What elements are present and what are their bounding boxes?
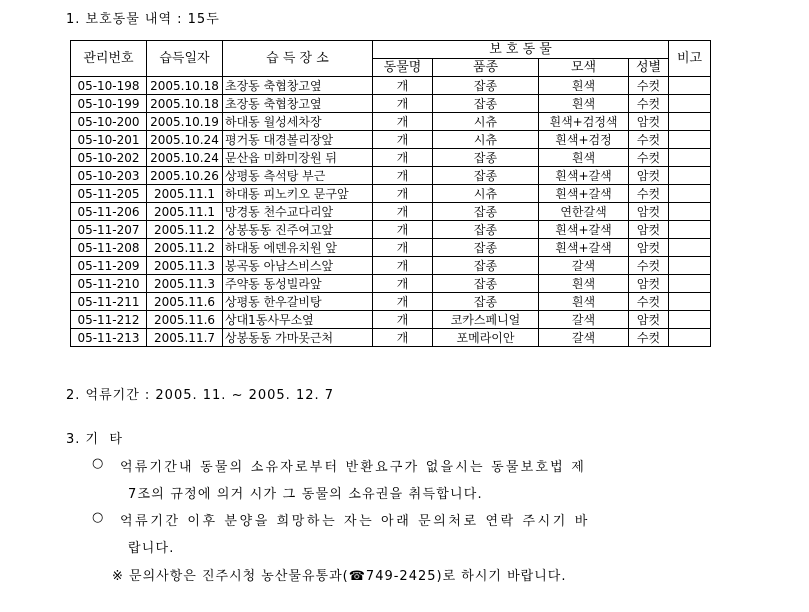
cell-note	[669, 239, 711, 257]
cell-animal: 개	[373, 239, 433, 257]
cell-note	[669, 257, 711, 275]
cell-sex: 수컷	[629, 185, 669, 203]
cell-place: 문산읍 미화미장원 뒤	[223, 149, 373, 167]
cell-note	[669, 113, 711, 131]
cell-color: 흰색+검정색	[539, 113, 629, 131]
cell-breed: 시츄	[433, 113, 539, 131]
cell-date: 2005.11.1	[147, 185, 223, 203]
table-row	[71, 185, 711, 203]
cell-date: 2005.11.6	[147, 293, 223, 311]
cell-color: 갈색	[539, 329, 629, 347]
cell-animal: 개	[373, 275, 433, 293]
table-row	[71, 95, 711, 113]
cell-note	[669, 167, 711, 185]
cell-color: 흰색	[539, 149, 629, 167]
table-row	[71, 77, 711, 95]
cell-animal: 개	[373, 293, 433, 311]
header-note: 비고	[669, 41, 711, 77]
cell-sex: 암컷	[629, 311, 669, 329]
cell-breed: 잡종	[433, 275, 539, 293]
cell-date: 2005.11.2	[147, 221, 223, 239]
cell-place: 상평동 한우갈비탕	[223, 293, 373, 311]
cell-note	[669, 95, 711, 113]
cell-animal: 개	[373, 311, 433, 329]
cell-sex: 수컷	[629, 149, 669, 167]
table-row	[71, 329, 711, 347]
cell-date: 2005.11.2	[147, 239, 223, 257]
cell-place: 평거동 대경볼리장앞	[223, 131, 373, 149]
cell-color: 흰색+갈색	[539, 239, 629, 257]
table-row	[71, 257, 711, 275]
cell-sex: 암컷	[629, 113, 669, 131]
cell-note	[669, 149, 711, 167]
cell-place: 상봉동동 진주여고앞	[223, 221, 373, 239]
table-row	[71, 275, 711, 293]
table-row	[71, 311, 711, 329]
bullet-item-1-line-2: 7조의 규정에 의거 시가 그 동물의 소유권을 취득합니다.	[128, 487, 483, 502]
bullet-item-2-line-1: 억류기간 이후 분양을 희망하는 자는 아래 문의처로 연락 주시기 바	[120, 514, 590, 529]
cell-sex: 암컷	[629, 203, 669, 221]
cell-breed: 잡종	[433, 167, 539, 185]
cell-place: 상대1동사무소옆	[223, 311, 373, 329]
cell-breed: 잡종	[433, 95, 539, 113]
bullet-item-2-line-2: 랍니다.	[128, 541, 175, 556]
cell-mgmt-no: 05-11-207	[71, 221, 147, 239]
table-row	[71, 167, 711, 185]
cell-note	[669, 77, 711, 95]
cell-sex: 수컷	[629, 95, 669, 113]
cell-note	[669, 293, 711, 311]
section-2-detention-period: 2. 억류기간 : 2005. 11. ~ 2005. 12. 7	[66, 388, 335, 403]
header-place: 습 득 장 소	[223, 41, 373, 77]
cell-place: 봉곡동 아남스비스앞	[223, 257, 373, 275]
cell-color: 흰색+갈색	[539, 221, 629, 239]
cell-note	[669, 131, 711, 149]
cell-color: 흰색	[539, 275, 629, 293]
cell-animal: 개	[373, 329, 433, 347]
table-row	[71, 131, 711, 149]
table-row	[71, 203, 711, 221]
table-row	[71, 221, 711, 239]
header-date: 습득일자	[147, 41, 223, 77]
cell-color: 연한갈색	[539, 203, 629, 221]
cell-date: 2005.10.26	[147, 167, 223, 185]
section-3-title: 3. 기 타	[66, 432, 123, 447]
cell-sex: 암컷	[629, 239, 669, 257]
cell-color: 흰색+갈색	[539, 185, 629, 203]
header-mgmt-no: 관리번호	[71, 41, 147, 77]
cell-animal: 개	[373, 221, 433, 239]
cell-mgmt-no: 05-11-210	[71, 275, 147, 293]
cell-date: 2005.11.1	[147, 203, 223, 221]
cell-note	[669, 275, 711, 293]
header-animal-group: 보 호 동 물	[373, 41, 669, 59]
cell-place: 상평동 측석탕 부근	[223, 167, 373, 185]
cell-date: 2005.11.6	[147, 311, 223, 329]
cell-breed: 잡종	[433, 149, 539, 167]
cell-mgmt-no: 05-11-206	[71, 203, 147, 221]
header-breed: 품종	[433, 59, 539, 77]
cell-mgmt-no: 05-10-200	[71, 113, 147, 131]
cell-date: 2005.10.24	[147, 149, 223, 167]
header-sex: 성별	[629, 59, 669, 77]
cell-breed: 잡종	[433, 77, 539, 95]
cell-note	[669, 203, 711, 221]
cell-sex: 암컷	[629, 275, 669, 293]
cell-date: 2005.11.3	[147, 275, 223, 293]
cell-animal: 개	[373, 149, 433, 167]
cell-place: 하대동 에덴유치원 앞	[223, 239, 373, 257]
cell-color: 흰색+검정	[539, 131, 629, 149]
section-1-title: 1. 보호동물 내역 : 15두	[66, 12, 220, 27]
cell-color: 흰색	[539, 95, 629, 113]
cell-breed: 시츄	[433, 185, 539, 203]
cell-note	[669, 311, 711, 329]
bullet-mark: ○	[92, 456, 104, 471]
cell-breed: 잡종	[433, 203, 539, 221]
cell-breed: 코카스페니얼	[433, 311, 539, 329]
cell-animal: 개	[373, 203, 433, 221]
cell-mgmt-no: 05-11-212	[71, 311, 147, 329]
cell-mgmt-no: 05-10-199	[71, 95, 147, 113]
cell-sex: 암컷	[629, 167, 669, 185]
cell-date: 2005.11.7	[147, 329, 223, 347]
cell-note	[669, 329, 711, 347]
cell-animal: 개	[373, 113, 433, 131]
header-animal: 동물명	[373, 59, 433, 77]
table-row	[71, 293, 711, 311]
table-row	[71, 149, 711, 167]
cell-note	[669, 221, 711, 239]
cell-mgmt-no: 05-11-209	[71, 257, 147, 275]
table-row	[71, 239, 711, 257]
cell-color: 흰색+갈색	[539, 167, 629, 185]
cell-mgmt-no: 05-11-208	[71, 239, 147, 257]
cell-breed: 잡종	[433, 221, 539, 239]
cell-place: 하대동 피노키오 문구앞	[223, 185, 373, 203]
cell-animal: 개	[373, 131, 433, 149]
cell-mgmt-no: 05-10-201	[71, 131, 147, 149]
cell-breed: 잡종	[433, 239, 539, 257]
cell-breed: 포메라이안	[433, 329, 539, 347]
table-row	[71, 113, 711, 131]
cell-color: 갈색	[539, 257, 629, 275]
bullet-item-1-line-1: 억류기간내 동물의 소유자로부터 반환요구가 없을시는 동물보호법 제	[120, 460, 586, 475]
cell-sex: 수컷	[629, 257, 669, 275]
cell-place: 주약동 동성빌라앞	[223, 275, 373, 293]
protected-animals-table	[70, 40, 711, 347]
cell-place: 상봉동동 가마못근처	[223, 329, 373, 347]
bullet-mark: ○	[92, 510, 104, 525]
cell-mgmt-no: 05-11-205	[71, 185, 147, 203]
cell-sex: 수컷	[629, 329, 669, 347]
cell-date: 2005.10.24	[147, 131, 223, 149]
cell-place: 망경동 천수교다리앞	[223, 203, 373, 221]
cell-mgmt-no: 05-11-211	[71, 293, 147, 311]
cell-sex: 수컷	[629, 131, 669, 149]
cell-color: 흰색	[539, 293, 629, 311]
cell-place: 초장동 축협창고옆	[223, 95, 373, 113]
cell-mgmt-no: 05-11-213	[71, 329, 147, 347]
cell-animal: 개	[373, 95, 433, 113]
cell-sex: 수컷	[629, 77, 669, 95]
cell-color: 흰색	[539, 77, 629, 95]
cell-animal: 개	[373, 167, 433, 185]
contact-note: ※ 문의사항은 진주시청 농산물유통과(☎749-2425)로 하시기 바랍니다.	[112, 569, 567, 584]
cell-animal: 개	[373, 257, 433, 275]
cell-sex: 암컷	[629, 221, 669, 239]
cell-date: 2005.10.19	[147, 113, 223, 131]
cell-animal: 개	[373, 77, 433, 95]
cell-breed: 시츄	[433, 131, 539, 149]
cell-color: 갈색	[539, 311, 629, 329]
header-color: 모색	[539, 59, 629, 77]
cell-mgmt-no: 05-10-202	[71, 149, 147, 167]
cell-note	[669, 185, 711, 203]
cell-place: 초장동 축협창고옆	[223, 77, 373, 95]
cell-mgmt-no: 05-10-203	[71, 167, 147, 185]
cell-date: 2005.10.18	[147, 95, 223, 113]
cell-place: 하대동 월성세차장	[223, 113, 373, 131]
cell-animal: 개	[373, 185, 433, 203]
cell-date: 2005.11.3	[147, 257, 223, 275]
cell-mgmt-no: 05-10-198	[71, 77, 147, 95]
cell-sex: 수컷	[629, 293, 669, 311]
cell-breed: 잡종	[433, 293, 539, 311]
cell-breed: 잡종	[433, 257, 539, 275]
cell-date: 2005.10.18	[147, 77, 223, 95]
